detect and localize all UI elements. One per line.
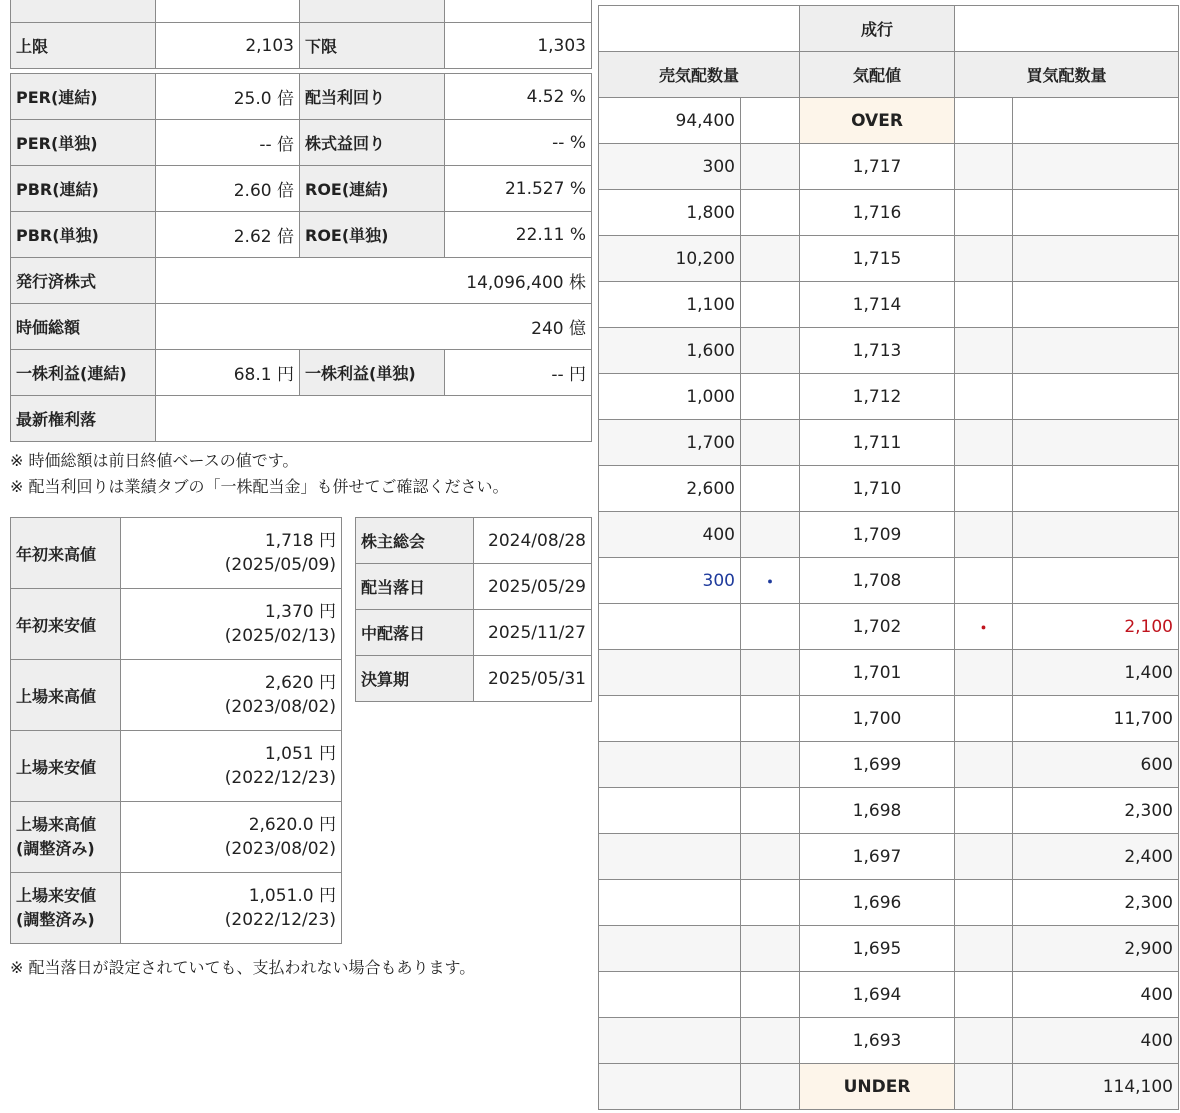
sell-price: 1,710 [800, 466, 955, 512]
table-cell [741, 98, 800, 144]
shareholders-meeting-label: 株主総会 [356, 518, 474, 564]
sell-qty: 1,700 [599, 420, 741, 466]
sell-order-row [599, 558, 1179, 604]
sell-price: 1,711 [800, 420, 955, 466]
table-cell [955, 650, 1013, 696]
adjusted-high-value [121, 802, 342, 873]
lower-limit-label: 下限 [300, 23, 445, 69]
sell-price: 1,714 [800, 282, 955, 328]
table-row [356, 564, 592, 610]
table-cell [599, 6, 800, 52]
table-cell [741, 374, 800, 420]
pbr-consolidated-value: 2.60 倍 [156, 166, 300, 212]
buy-order-row [599, 926, 1179, 972]
over-sell-qty: 94,400 [599, 98, 741, 144]
table-cell [955, 420, 1013, 466]
roe-standalone-label: ROE(単独) [300, 212, 445, 258]
interim-ex-dividend-label: 中配落日 [356, 610, 474, 656]
buy-orders [599, 604, 1179, 1064]
table-row [11, 518, 342, 589]
table-cell [741, 1064, 800, 1110]
over-label: OVER [800, 98, 955, 144]
table-cell [955, 742, 1013, 788]
table-row [11, 731, 342, 802]
pbr-standalone-value: 2.62 倍 [156, 212, 300, 258]
sell-qty: 300 [599, 558, 741, 604]
adjusted-high-label [11, 802, 121, 873]
table-cell [955, 834, 1013, 880]
table-cell [1013, 282, 1179, 328]
all-time-low-label: 上場来安値 [11, 731, 121, 802]
adjusted-low-price: 1,051.0 円 [248, 886, 336, 906]
per-standalone-label: PER(単独) [11, 120, 156, 166]
earnings-yield-label: 株式益回り [300, 120, 445, 166]
sell-qty: 2,600 [599, 466, 741, 512]
market-cap-label: 時価総額 [11, 304, 156, 350]
per-consolidated-value: 25.0 倍 [156, 74, 300, 120]
table-cell [11, 0, 156, 23]
price-range-table [10, 517, 342, 944]
table-row [11, 212, 592, 258]
earnings-yield-value: -- % [445, 120, 592, 166]
table-row [11, 396, 592, 442]
table-cell [599, 696, 741, 742]
table-cell [741, 466, 800, 512]
table-cell [1013, 420, 1179, 466]
ytd-high-value [121, 518, 342, 589]
dividend-yield-label: 配当利回り [300, 74, 445, 120]
table-row [356, 656, 592, 702]
buy-price: 1,701 [800, 650, 955, 696]
table-cell [599, 788, 741, 834]
table-cell [599, 834, 741, 880]
eps-standalone-value: -- 円 [445, 350, 592, 396]
fiscal-period-label: 決算期 [356, 656, 474, 702]
adjusted-high-price: 2,620.0 円 [248, 815, 336, 835]
table-cell [741, 282, 800, 328]
table-cell [445, 0, 592, 23]
table-row [11, 660, 342, 731]
table-row [599, 52, 1179, 98]
roe-standalone-value: 22.11 % [445, 212, 592, 258]
table-cell [955, 972, 1013, 1018]
table-row [11, 873, 342, 944]
buy-order-row [599, 696, 1179, 742]
interim-ex-dividend-value: 2025/11/27 [474, 610, 592, 656]
per-consolidated-label: PER(連結) [11, 74, 156, 120]
table-cell [1013, 236, 1179, 282]
adjusted-high-label-sub: (調整済み) [16, 839, 95, 858]
dividend-yield-value: 4.52 % [445, 74, 592, 120]
sell-price: 1,717 [800, 144, 955, 190]
buy-qty: 400 [1013, 1018, 1179, 1064]
sell-qty: 1,800 [599, 190, 741, 236]
under-buy-qty: 114,100 [1013, 1064, 1179, 1110]
all-time-high-price: 2,620 円 [264, 673, 336, 693]
latest-ex-rights-value [156, 396, 592, 442]
table-cell [599, 1064, 741, 1110]
table-cell [741, 834, 800, 880]
table-cell [741, 512, 800, 558]
sell-qty-header: 売気配数量 [599, 52, 800, 98]
buy-order-row [599, 834, 1179, 880]
table-cell [599, 1018, 741, 1064]
table-cell [741, 972, 800, 1018]
sell-order-row [599, 236, 1179, 282]
eps-consolidated-value: 68.1 円 [156, 350, 300, 396]
table-cell [1013, 374, 1179, 420]
sell-orders [599, 144, 1179, 604]
table-cell [300, 0, 445, 23]
table-cell [741, 696, 800, 742]
buy-order-row [599, 880, 1179, 926]
table-cell [955, 236, 1013, 282]
buy-order-row [599, 788, 1179, 834]
table-cell [955, 1064, 1013, 1110]
table-row [11, 258, 592, 304]
buy-order-row [599, 1018, 1179, 1064]
sell-order-row [599, 512, 1179, 558]
table-row [356, 518, 592, 564]
table-row [11, 802, 342, 873]
buy-qty-header: 買気配数量 [955, 52, 1179, 98]
table-cell [741, 742, 800, 788]
all-time-low-date: (2022/12/23) [224, 768, 336, 788]
table-cell [599, 604, 741, 650]
sell-order-row [599, 374, 1179, 420]
sell-order-row [599, 190, 1179, 236]
ex-dividend-label: 配当落日 [356, 564, 474, 610]
table-row [11, 166, 592, 212]
adjusted-low-label-main: 上場来安値 [16, 886, 97, 905]
sell-qty: 1,600 [599, 328, 741, 374]
adjusted-high-label-main: 上場来高値 [16, 815, 97, 834]
buy-order-row [599, 604, 1179, 650]
sell-order-row [599, 420, 1179, 466]
table-cell [955, 788, 1013, 834]
table-cell [599, 880, 741, 926]
buy-price: 1,697 [800, 834, 955, 880]
all-time-high-value [121, 660, 342, 731]
table-row [11, 350, 592, 396]
buy-order-row [599, 650, 1179, 696]
ex-dividend-note: ※ 配当落日が設定されていても、支払われない場合もあります。 [10, 958, 476, 977]
table-cell [955, 144, 1013, 190]
table-cell [1013, 558, 1179, 604]
buy-price: 1,694 [800, 972, 955, 1018]
sell-qty: 400 [599, 512, 741, 558]
table-row [11, 304, 592, 350]
upper-limit-label: 上限 [11, 23, 156, 69]
sell-price: 1,713 [800, 328, 955, 374]
shareholders-meeting-value: 2024/08/28 [474, 518, 592, 564]
sell-price: 1,716 [800, 190, 955, 236]
table-cell [741, 788, 800, 834]
table-row [11, 120, 592, 166]
table-cell [741, 144, 800, 190]
price-header: 気配値 [800, 52, 955, 98]
adjusted-high-date: (2023/08/02) [224, 839, 336, 859]
ex-dividend-value: 2025/05/29 [474, 564, 592, 610]
latest-ex-rights-label: 最新権利落 [11, 396, 156, 442]
best-ask-marker: ・ [741, 558, 800, 604]
table-cell [741, 328, 800, 374]
table-cell [741, 604, 800, 650]
sell-order-row [599, 144, 1179, 190]
all-time-low-price: 1,051 円 [264, 744, 336, 764]
roe-consolidated-label: ROE(連結) [300, 166, 445, 212]
sell-price: 1,709 [800, 512, 955, 558]
table-cell [741, 926, 800, 972]
pbr-standalone-label: PBR(単独) [11, 212, 156, 258]
buy-qty: 600 [1013, 742, 1179, 788]
table-cell [955, 98, 1013, 144]
sell-price: 1,715 [800, 236, 955, 282]
sell-price: 1,708 [800, 558, 955, 604]
upper-limit-value: 2,103 [156, 23, 300, 69]
table-cell [1013, 190, 1179, 236]
table-cell [741, 190, 800, 236]
eps-consolidated-label: 一株利益(連結) [11, 350, 156, 396]
table-cell [741, 236, 800, 282]
buy-price: 1,695 [800, 926, 955, 972]
table-cell [955, 696, 1013, 742]
buy-price: 1,700 [800, 696, 955, 742]
table-cell [955, 1018, 1013, 1064]
buy-qty: 1,400 [1013, 650, 1179, 696]
ytd-low-label: 年初来安値 [11, 589, 121, 660]
ytd-high-date: (2025/05/09) [224, 555, 336, 575]
market-cap-note: ※ 時価総額は前日終値ベースの値です。 [10, 451, 299, 470]
table-cell [1013, 328, 1179, 374]
ytd-low-price: 1,370 円 [264, 602, 336, 622]
table-cell [955, 512, 1013, 558]
valuation-metrics-table [10, 73, 592, 442]
roe-consolidated-value: 21.527 % [445, 166, 592, 212]
table-cell [955, 880, 1013, 926]
table-cell [1013, 466, 1179, 512]
buy-price: 1,702 [800, 604, 955, 650]
table-cell [955, 374, 1013, 420]
eps-standalone-label: 一株利益(単独) [300, 350, 445, 396]
table-cell [955, 558, 1013, 604]
market-cap-value: 240 億 [156, 304, 592, 350]
adjusted-low-label [11, 873, 121, 944]
price-limit-table [10, 0, 592, 69]
key-dates-table [355, 517, 592, 702]
table-cell [599, 742, 741, 788]
shares-outstanding-value: 14,096,400 株 [156, 258, 592, 304]
buy-qty: 2,300 [1013, 788, 1179, 834]
table-cell [741, 650, 800, 696]
table-row [356, 610, 592, 656]
table-row [11, 589, 342, 660]
dividend-yield-note: ※ 配当利回りは業績タブの「一株配当金」も併せてご確認ください。 [10, 477, 509, 496]
over-row [599, 98, 1179, 144]
table-cell [955, 190, 1013, 236]
table-row [599, 6, 1179, 52]
table-cell [955, 328, 1013, 374]
sell-price: 1,712 [800, 374, 955, 420]
table-cell [599, 650, 741, 696]
buy-qty: 2,300 [1013, 880, 1179, 926]
all-time-low-value [121, 731, 342, 802]
table-cell [741, 880, 800, 926]
ytd-high-label: 年初来高値 [11, 518, 121, 589]
adjusted-low-date: (2022/12/23) [224, 910, 336, 930]
adjusted-low-label-sub: (調整済み) [16, 910, 95, 929]
all-time-high-label: 上場来高値 [11, 660, 121, 731]
table-cell [1013, 98, 1179, 144]
buy-qty: 2,900 [1013, 926, 1179, 972]
buy-qty: 400 [1013, 972, 1179, 1018]
shares-outstanding-label: 発行済株式 [11, 258, 156, 304]
market-order-label: 成行 [800, 6, 955, 52]
buy-price: 1,696 [800, 880, 955, 926]
ytd-high-price: 1,718 円 [264, 531, 336, 551]
table-cell [955, 6, 1179, 52]
buy-qty: 11,700 [1013, 696, 1179, 742]
per-standalone-value: -- 倍 [156, 120, 300, 166]
buy-order-row [599, 742, 1179, 788]
buy-qty: 2,100 [1013, 604, 1179, 650]
sell-qty: 1,000 [599, 374, 741, 420]
under-label: UNDER [800, 1064, 955, 1110]
sell-qty: 1,100 [599, 282, 741, 328]
all-time-high-date: (2023/08/02) [224, 697, 336, 717]
buy-qty: 2,400 [1013, 834, 1179, 880]
table-cell [741, 420, 800, 466]
sell-order-row [599, 282, 1179, 328]
table-cell [1013, 144, 1179, 190]
table-cell [741, 1018, 800, 1064]
sell-qty: 300 [599, 144, 741, 190]
buy-order-row [599, 972, 1179, 1018]
pbr-consolidated-label: PBR(連結) [11, 166, 156, 212]
best-bid-marker: ・ [955, 604, 1013, 650]
table-row [11, 74, 592, 120]
table-cell [955, 926, 1013, 972]
ytd-low-value [121, 589, 342, 660]
adjusted-low-value [121, 873, 342, 944]
fiscal-period-value: 2025/05/31 [474, 656, 592, 702]
table-cell [599, 926, 741, 972]
sell-order-row [599, 328, 1179, 374]
order-book-table [598, 5, 1179, 1110]
lower-limit-value: 1,303 [445, 23, 592, 69]
sell-qty: 10,200 [599, 236, 741, 282]
table-cell [955, 466, 1013, 512]
buy-price: 1,699 [800, 742, 955, 788]
table-cell [1013, 512, 1179, 558]
table-cell [156, 0, 300, 23]
table-cell [599, 972, 741, 1018]
table-cell [955, 282, 1013, 328]
buy-price: 1,693 [800, 1018, 955, 1064]
sell-order-row [599, 466, 1179, 512]
under-row [599, 1064, 1179, 1110]
buy-price: 1,698 [800, 788, 955, 834]
ytd-low-date: (2025/02/13) [224, 626, 336, 646]
